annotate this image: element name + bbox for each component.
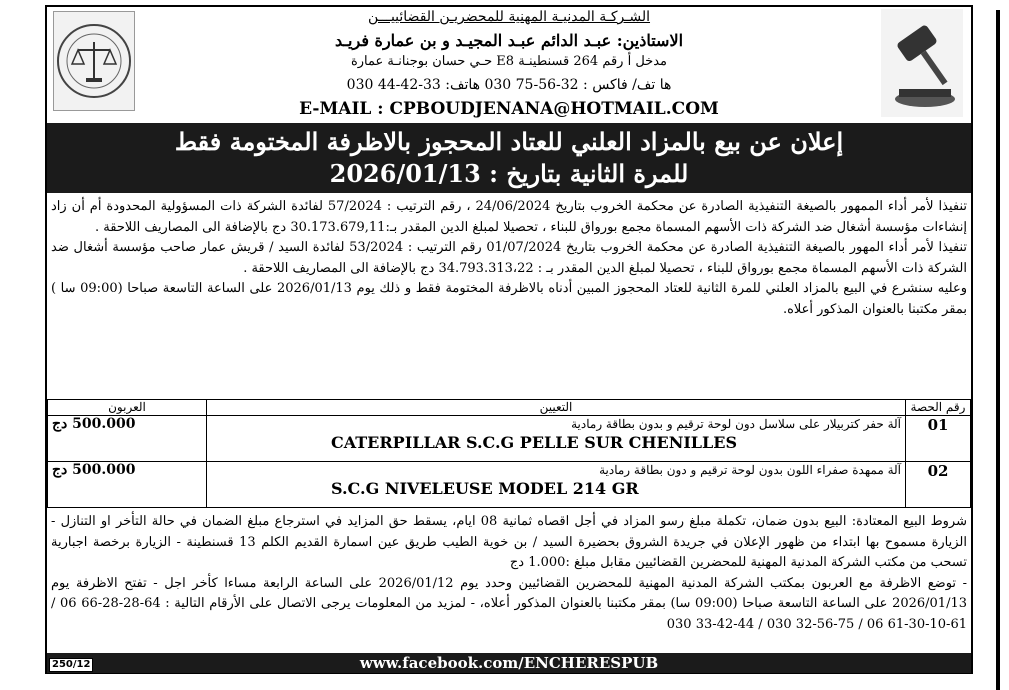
header-deposit: العربون xyxy=(48,400,207,416)
table-row xyxy=(48,416,971,462)
ad-code-badge: 250/12 xyxy=(49,658,93,672)
lot-description-ar: آلة ممهدة صفراء اللون بدون لوحة ترقيم و دون بطاقة رمادية xyxy=(599,463,901,477)
gavel-icon xyxy=(881,9,963,117)
lot-deposit: 500.000 دج xyxy=(48,462,207,508)
table-row xyxy=(48,462,971,508)
announcement-body xyxy=(51,197,967,320)
facebook-footer: www.facebook.com/ENCHERESPUB xyxy=(47,653,971,673)
office-address: مدخل أ رقم 264 قسنطينـة E8 حـي حسان بوجنانـة عمارة xyxy=(350,54,668,69)
phone-numbers: ها تف/ فاكس : 32-56-75 030 هاتف: 33-42-44 030 xyxy=(346,77,672,93)
announcement-title: إعلان عن بيع بالمزاد العلني للعتاد المحجوز بالاظرفة المختومة فقط xyxy=(174,127,844,156)
header-description: التعيين xyxy=(207,400,906,416)
auction-announcement xyxy=(45,5,973,674)
lot-number: 02 xyxy=(906,462,971,508)
lots-table xyxy=(47,399,971,508)
lot-description-en: CATERPILLAR S.C.G PELLE SUR CHENILLES xyxy=(331,433,738,452)
lot-number: 01 xyxy=(906,416,971,462)
lot-description-ar: آلة حفر كتربيلار على سلاسل دون لوحة ترقيم و بدون بطاقة رمادية xyxy=(571,417,901,431)
conditions-paragraph-1: شروط البيع المعتادة: البيع بدون ضمان، تكملة مبلغ رسو المزاد في أجل اقصاه ثمانية 08 ايام، يسقط حق المزايد في استرجاع مبلغ الضمان في حالة التأخر او التنازل - الزيارة مسموح بها ابتداء من ظهور الإعلان في جريدة الشروق بحضيرة السيد / بن خوية الطيب طريق عين اسمارة القديم الكلم 13 قسنطينة - الزيارة برخصة اجبارية تسحب من مكتب الشركة المدنية المهنية للمحضرين القضائيين مقابل مبلغ :1.000 دج xyxy=(51,514,967,570)
body-paragraph-3: وعليه سنشرع في البيع بالمزاد العلني للمرة الثانية للعتاد المحجوز المبين أدناه بالاظرفة المختومة فقط و ذلك يوم 2026/01/13 على الساعة التاسعة صباحا (09:00 سا ) بمقر مكتبنا بالعنوان المذكور أعلاه. xyxy=(51,281,967,317)
lot-deposit: 500.000 دج xyxy=(48,416,207,462)
conditions-paragraph-2: - توضع الاظرفة مع العربون بمكتب الشركة المدنية المهنية للمحضرين القضائيين وحدد يوم 2026/01/12 على الساعة الرابعة مساءا كأخر اجل - تفتح الاظرفة يوم 2026/01/13 على الساعة التاسعة صباحا (09:00 سا) بمقر مكتبنا بالعنوان المذكور أعلاه، - لمزيد من المعلومات يرجى الاتصال على الأرقام التالية : 64-28-28-66 06 / 61-10-30-61 06 / 75-56-32 030 / 44-42-33 030 xyxy=(51,575,968,632)
page-edge xyxy=(990,0,1009,690)
sale-conditions xyxy=(51,512,967,635)
body-paragraph-1: تنفيذا لأمر أداء الممهور بالصيغة التنفيذية الصادرة عن محكمة الخروب بتاريخ 24/06/2024 ، رقم الترتيب : 57/2024 لفائدة الشركة ذات المسؤولية المحدودة أم أن زاد إنشاءات مؤسسة أشغال ضد الشركة ذات الأسهم المسماة مجمع بورواق للبناء ، تحصيلا لمبلغ الدين المقدر بـ:30.173.679,11 دج بالإضافة الى المصاريف اللاحقة . xyxy=(51,199,968,235)
header-lot-number: رقم الحصة xyxy=(906,400,971,416)
email-address: E-MAIL : CPBOUDJENANA@HOTMAIL.COM xyxy=(299,99,719,119)
lot-description xyxy=(207,462,906,508)
bailiffs-names: الاستاذين: عبـد الدائم عبـد المجيـد و بن عمارة فريـد xyxy=(334,31,684,50)
company-name: الشـركـة المدنيـة المهنية للمحضريـن القضائييـــن xyxy=(367,9,651,25)
announcement-date: للمرة الثانية بتاريخ : 2026/01/13 xyxy=(329,159,689,188)
header xyxy=(47,7,971,122)
lot-description xyxy=(207,416,906,462)
lot-description-en: S.C.G NIVELEUSE MODEL 214 GR xyxy=(331,479,639,498)
title-banner xyxy=(47,123,971,193)
table-header-row xyxy=(48,400,971,416)
body-paragraph-2: تنفيذا لأمر أداء المهور بالصيغة التنفيذية الصادرة عن محكمة الخروب بتاريخ 01/07/2024 رقم الترتيب : 53/2024 لفائدة السيد / قريش عمار صاحب مؤسسة أشغال ضد الشركة ذات الأسهم المسماة مجمع بورواق للبناء ، تحصيلا لمبلغ الدين المقدر بـ : 34.793.313،22 دج بالإضافة الى المصاريف اللاحقة . xyxy=(51,240,968,276)
